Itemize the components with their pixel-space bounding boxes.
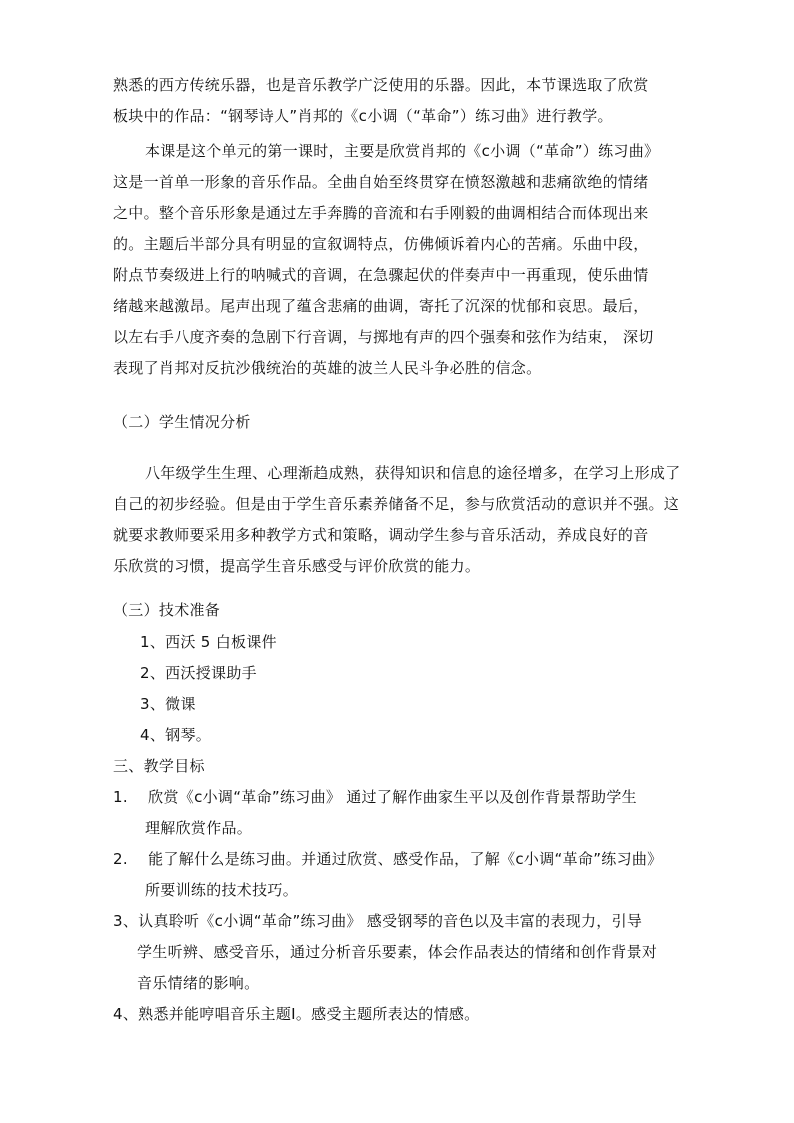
- goal-3-line-2: 学生听辨、感受音乐，通过分析音乐要素，体会作品表达的情绪和创作背景对: [137, 943, 658, 961]
- tech-item-2: 2、西沃授课助手: [140, 664, 257, 682]
- tech-item-3: 3、微课: [140, 695, 196, 713]
- lesson-line-2: 这是一首单一形象的音乐作品。全曲自始至终贯穿在愤怒激越和悲痛欲绝的情绪: [113, 173, 649, 191]
- goals-section-heading: 三、教学目标: [113, 757, 205, 775]
- goal-3-line-3: 音乐情绪的影响。: [137, 974, 260, 992]
- tech-item-4: 4、钢琴。: [140, 726, 212, 744]
- intro-line-2: 板块中的作品：“钢琴诗人”肖邦的《c小调（“革命”）练习曲》进行教学。: [113, 107, 613, 125]
- student-line-3: 就要求教师要采用多种教学方式和策略，调动学生参与音乐活动，养成良好的音: [113, 526, 649, 544]
- lesson-line-4: 的。主题后半部分具有明显的宣叙调特点，仿佛倾诉着内心的苦痛。乐曲中段，: [113, 235, 649, 253]
- goal-3-line-1: 3、认真聆听《c小调“革命”练习曲》 感受钢琴的音色以及丰富的表现力，引导: [113, 912, 643, 930]
- tech-section-heading: （三）技术准备: [113, 601, 221, 619]
- intro-line-1: 熟悉的西方传统乐器，也是音乐教学广泛使用的乐器。因此，本节课选取了欣赏: [113, 76, 649, 94]
- goal-1-line-2: 理解欣赏作品。: [145, 819, 253, 837]
- student-line-2: 自己的初步经验。但是由于学生音乐素养储备不足，参与欣赏活动的意识并不强。这: [113, 495, 680, 513]
- lesson-line-8: 表现了肖邦对反抗沙俄统治的英雄的波兰人民斗争必胜的信念。: [113, 359, 542, 377]
- goal-1-line-1: 1. 欣赏《c小调“革命”练习曲》 通过了解作曲家生平以及创作背景帮助学生: [113, 788, 637, 806]
- lesson-line-5: 附点节奏级进上行的呐喊式的音调，在急骤起伏的伴奏声中一再重现，使乐曲情: [113, 266, 649, 284]
- goal-2-line-2: 所要训练的技术技巧。: [145, 881, 299, 899]
- lesson-line-7: 以左右手八度齐奏的急剧下行音调，与掷地有声的四个强奏和弦作为结束， 深切: [113, 328, 654, 346]
- lesson-line-6: 绪越来越激昂。尾声出现了蕴含悲痛的曲调，寄托了沉深的忧郁和哀思。最后，: [113, 297, 649, 315]
- goal-4-line-1: 4、熟悉并能哼唱音乐主题Ⅰ。感受主题所表达的情感。: [113, 1005, 480, 1023]
- lesson-line-3: 之中。整个音乐形象是通过左手奔腾的音流和右手刚毅的曲调相结合而体现出来: [113, 204, 649, 222]
- goal-2-line-1: 2. 能了解什么是练习曲。并通过欣赏、感受作品，了解《c小调“革命”练习曲》: [113, 850, 663, 868]
- tech-item-1: 1、西沃 5 白板课件: [140, 633, 277, 651]
- student-line-4: 乐欣赏的习惯，提高学生音乐感受与评价欣赏的能力。: [113, 557, 481, 575]
- student-section-heading: （二）学生情况分析: [113, 413, 251, 431]
- student-line-1: 八年级学生生理、心理渐趋成熟，获得知识和信息的途径增多，在学习上形成了: [145, 464, 681, 482]
- lesson-line-1: 本课是这个单元的第一课时，主要是欣赏肖邦的《c小调（“革命”）练习曲》: [145, 142, 660, 160]
